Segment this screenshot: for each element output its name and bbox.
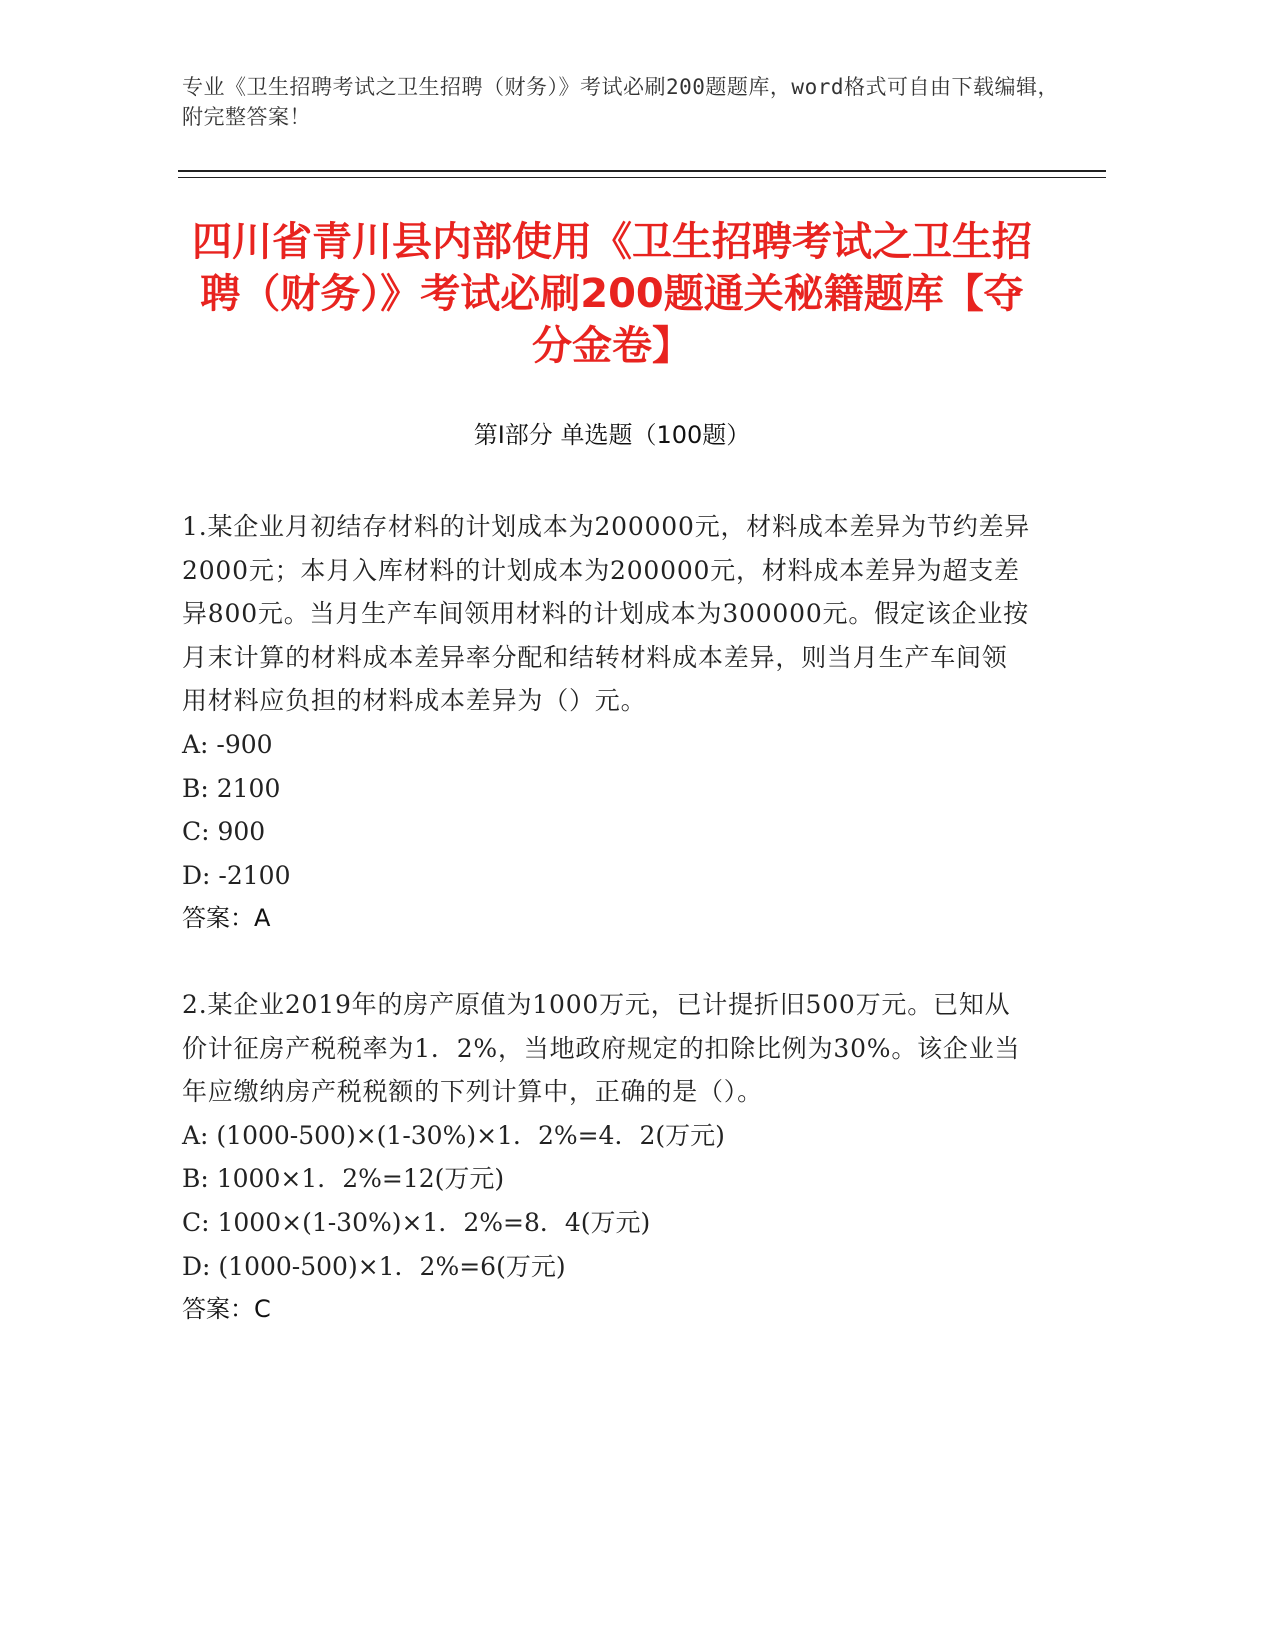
option-b: B: 1000×1．2%=12(万元) [182,1164,505,1194]
option-c: C: 900 [182,817,266,847]
answer: 答案：C [182,1295,271,1324]
header-divider-thin [178,177,1106,178]
option-c: C: 1000×(1-30%)×1．2%=8．4(万元) [182,1207,651,1237]
option-a: A: (1000-500)×(1-30%)×1．2%=4．2(万元) [182,1120,725,1150]
option-a: A: -900 [182,729,273,759]
section-title: 第Ⅰ部分 单选题（100题） [473,421,751,449]
question-stem: 2.某企业2019年的房产原值为1000万元，已计提折旧500万元。已知从价计征房产税税率为1．2%，当地政府规定的扣除比例为30%。该企业当年应缴纳房产税税额的下列计算中，正确的是（）。 [182,990,1021,1107]
header-divider-thick [178,170,1106,172]
question-stem: 1.某企业月初结存材料的计划成本为200000元，材料成本差异为节约差异2000元；本月入库材料的计划成本为200000元，材料成本差异为超支差异800元。当月生产车间领用材料的计划成本为300000元。假定该企业按月末计算的材料成本差异率分配和结转材料成本差异，则当月生产车间领用材料应负担的材料成本差异为（）元。 [182,512,1031,716]
option-b: B: 2100 [182,773,281,803]
question-2 [182,983,1032,1332]
question-1 [182,505,1032,941]
header-note: 专业《卫生招聘考试之卫生招聘（财务）》考试必刷200题题库，word格式可自由下载编辑，附完整答案！ [182,75,1059,129]
option-d: D: -2100 [182,860,291,890]
answer: 答案：A [182,904,271,933]
document-title: 四川省青川县内部使用《卫生招聘考试之卫生招聘（财务）》考试必刷200题通关秘籍题库【夺分金卷】 [192,219,1032,369]
option-d: D: (1000-500)×1．2%=6(万元) [182,1251,566,1281]
